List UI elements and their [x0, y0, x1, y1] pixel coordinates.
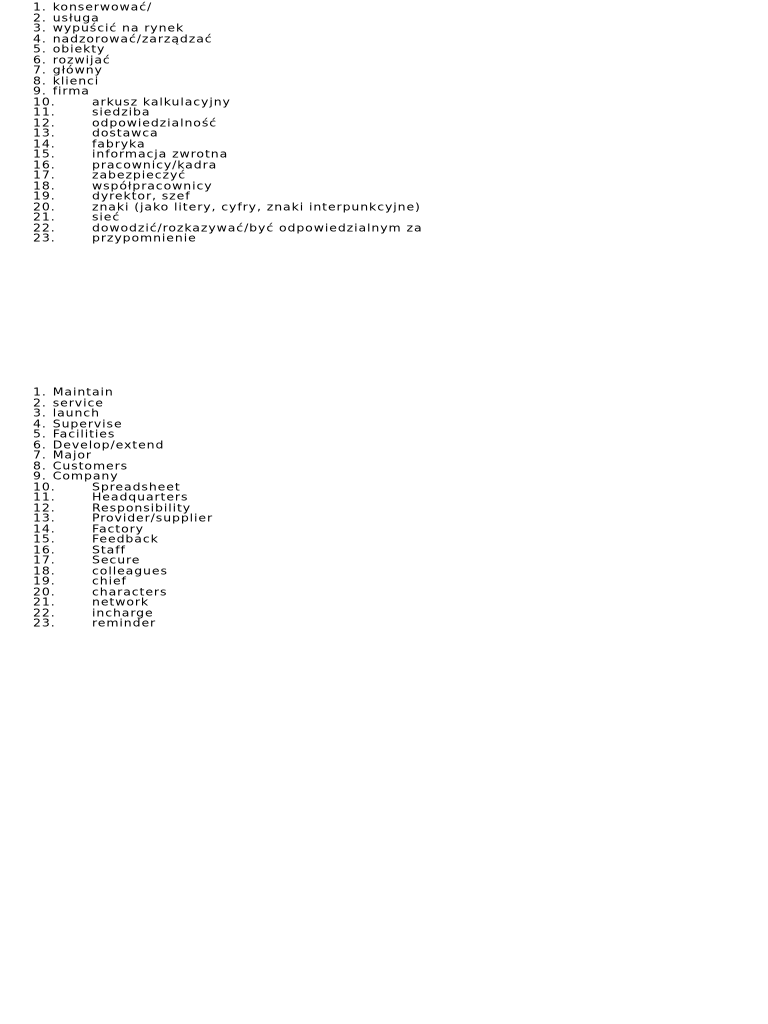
item-number: 16.: [33, 157, 56, 171]
item-text: Feedback: [92, 532, 159, 545]
item-text: Headquarters: [92, 490, 189, 503]
item-number: 7.: [33, 63, 47, 76]
item-number: 15.: [33, 532, 56, 545]
item-number: 18.: [33, 563, 56, 577]
item-text: service: [52, 395, 104, 409]
item-number: 19.: [33, 189, 56, 202]
item-number: 2.: [33, 10, 47, 24]
item-text: Responsibility: [92, 500, 192, 514]
item-text: fabryka: [92, 136, 146, 150]
item-number: 4.: [33, 416, 47, 430]
item-text: odpowiedzialność: [92, 115, 218, 129]
item-number: 17.: [33, 168, 56, 181]
item-number: 1.: [33, 0, 47, 13]
item-text: Develop/extend: [52, 437, 165, 451]
item-number: 10.: [33, 479, 56, 493]
item-number: 22.: [33, 220, 56, 234]
item-number: 23.: [33, 616, 56, 629]
item-text: reminder: [92, 616, 157, 629]
item-number: 6.: [33, 437, 47, 451]
item-text: siedziba: [92, 105, 151, 118]
item-number: 20.: [33, 584, 56, 598]
item-number: 3.: [33, 406, 47, 419]
item-text: network: [92, 595, 150, 608]
item-text: firma: [52, 84, 90, 97]
item-text: Factory: [92, 521, 144, 535]
item-number: 3.: [33, 21, 47, 34]
item-text: Supervise: [52, 416, 123, 430]
item-text: nadzorować/zarządzać: [52, 31, 213, 45]
item-text: informacja zwrotna: [92, 147, 229, 160]
item-number: 16.: [33, 542, 56, 556]
item-text: Company: [52, 469, 119, 482]
item-number: 11.: [33, 490, 56, 503]
item-text: Customers: [52, 458, 129, 472]
item-text: characters: [92, 584, 168, 598]
item-number: 1.: [33, 385, 47, 398]
item-text: dyrektor, szef: [92, 189, 191, 202]
item-text: colleagues: [92, 563, 168, 577]
list-item: [33, 231, 423, 244]
item-number: 13.: [33, 126, 56, 139]
item-number: 14.: [33, 136, 56, 150]
item-number: 12.: [33, 115, 56, 129]
item-number: 18.: [33, 178, 56, 192]
item-number: 12.: [33, 500, 56, 514]
item-number: 5.: [33, 42, 47, 55]
item-number: 14.: [33, 521, 56, 535]
item-number: 2.: [33, 395, 47, 409]
item-number: 5.: [33, 427, 47, 440]
item-text: przypomnienie: [92, 231, 197, 244]
item-number: 17.: [33, 553, 56, 566]
item-text: pracownicy/kadra: [92, 157, 218, 171]
item-number: 13.: [33, 511, 56, 524]
item-number: 9.: [33, 469, 47, 482]
item-text: rozwijać: [52, 52, 111, 66]
item-text: zabezpieczyć: [92, 168, 187, 181]
item-text: dostawca: [92, 126, 159, 139]
item-number: 11.: [33, 105, 56, 118]
item-text: obiekty: [52, 42, 106, 55]
item-text: główny: [52, 63, 103, 76]
item-number: 23.: [33, 231, 56, 244]
list-item: [33, 616, 213, 629]
item-text: wypuścić na rynek: [52, 21, 185, 34]
item-text: sieć: [92, 210, 121, 223]
item-text: Maintain: [52, 385, 114, 398]
item-number: 9.: [33, 84, 47, 97]
item-text: incharge: [92, 605, 154, 619]
item-text: usługa: [52, 10, 100, 24]
item-number: 6.: [33, 52, 47, 66]
item-number: 10.: [33, 94, 56, 108]
item-number: 4.: [33, 31, 47, 45]
item-text: Staff: [92, 542, 126, 556]
item-number: 15.: [33, 147, 56, 160]
item-number: 8.: [33, 458, 47, 472]
item-text: Spreadsheet: [92, 479, 181, 493]
item-text: Secure: [92, 553, 141, 566]
item-number: 8.: [33, 73, 47, 87]
item-text: launch: [52, 406, 100, 419]
english-vocabulary-list: [33, 387, 213, 629]
item-text: konserwować/: [52, 0, 153, 13]
item-text: Facilities: [52, 427, 116, 440]
item-text: klienci: [52, 73, 100, 87]
item-text: dowodzić/rozkazywać/być odpowiedzialnym za: [92, 220, 423, 234]
item-number: 20.: [33, 199, 56, 213]
item-text: znaki (jako litery, cyfry, znaki interpunkcyjne): [92, 199, 421, 213]
item-number: 19.: [33, 574, 56, 587]
item-text: współpracownicy: [92, 178, 213, 192]
item-text: arkusz kalkulacyjny: [92, 94, 231, 108]
list-item: [33, 73, 423, 87]
item-number: 7.: [33, 448, 47, 461]
item-number: 21.: [33, 210, 56, 223]
item-text: Provider/supplier: [92, 511, 214, 524]
item-text: Major: [52, 448, 92, 461]
item-number: 21.: [33, 595, 56, 608]
item-number: 22.: [33, 605, 56, 619]
polish-vocabulary-list: [33, 2, 423, 244]
item-text: chief: [92, 574, 127, 587]
